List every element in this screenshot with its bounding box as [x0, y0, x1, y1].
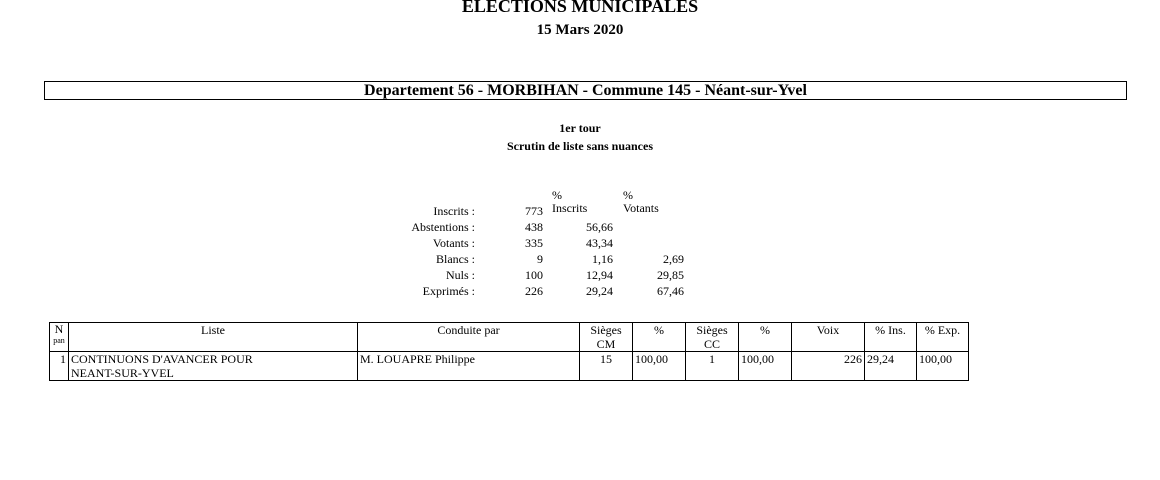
stat-label: Nuls : — [445, 268, 475, 282]
col-header-pct-ins: % Ins. — [865, 323, 917, 352]
col-header-n: N — [54, 322, 64, 336]
stat-value: 9 — [537, 252, 543, 266]
stats-header-inscrits: % Inscrits — [552, 188, 588, 215]
results-table — [49, 322, 969, 381]
cell-sieges-cc: 1 — [686, 352, 739, 381]
stat-pct-votants: 67,46 — [657, 284, 684, 298]
stat-label: Blancs : — [436, 252, 475, 266]
stat-pct-inscrits: 56,66 — [586, 220, 613, 234]
round-label: 1er tour — [559, 121, 601, 135]
col-header-pan: pan — [53, 336, 65, 345]
stat-pct-votants: 2,69 — [663, 252, 684, 266]
department-label: Departement 56 - MORBIHAN - Commune 145 - Néant-sur-Yvel — [364, 82, 807, 99]
col-header-pct-exp: % Exp. — [917, 323, 969, 352]
cell-liste-line2: NEANT-SUR-YVEL — [71, 366, 174, 380]
stat-label: Exprimés : — [422, 284, 475, 298]
col-header-sieges-cc — [686, 323, 739, 352]
cell-n: 1 — [50, 352, 69, 381]
stat-label: Inscrits : — [433, 204, 475, 218]
scrutin-label: Scrutin de liste sans nuances — [506, 139, 654, 153]
election-date: 15 Mars 2020 — [536, 22, 624, 38]
cell-sieges-cm: 15 — [580, 352, 633, 381]
stat-value: 100 — [525, 268, 543, 282]
col-header-sieges-cm-line1: Sièges — [590, 323, 622, 337]
cell-liste-line1: CONTINUONS D'AVANCER POUR — [71, 352, 253, 366]
col-header-conduite: Conduite par — [358, 323, 580, 352]
col-header-sieges-cm-line2: CM — [596, 337, 616, 351]
stat-value: 226 — [525, 284, 543, 298]
stat-pct-inscrits: 29,24 — [586, 284, 613, 298]
col-header-sieges-cc-line2: CC — [703, 337, 720, 351]
cell-pct-cc: 100,00 — [739, 352, 792, 381]
table-row — [50, 352, 969, 381]
stat-pct-inscrits: 43,34 — [586, 236, 613, 250]
cell-pct-exp: 100,00 — [917, 352, 969, 381]
cell-pct-cm: 100,00 — [633, 352, 686, 381]
stat-pct-inscrits: 12,94 — [586, 268, 613, 282]
stat-value: 438 — [525, 220, 543, 234]
col-header-liste: Liste — [69, 323, 358, 352]
col-header-sieges-cc-line1: Sièges — [696, 323, 728, 337]
cell-liste — [69, 352, 358, 381]
cell-voix: 226 — [792, 352, 865, 381]
cell-conduite: M. LOUAPRE Philippe — [358, 352, 580, 381]
stat-pct-votants: 29,85 — [657, 268, 684, 282]
stats-header-votants: % Votants — [623, 188, 659, 215]
col-header-pct-cm: % — [633, 323, 686, 352]
col-header-n-pan — [50, 323, 69, 352]
stat-pct-inscrits: 1,16 — [592, 252, 613, 266]
stat-value: 773 — [525, 204, 543, 218]
col-header-sieges-cm — [580, 323, 633, 352]
col-header-voix: Voix — [792, 323, 865, 352]
department-banner — [44, 81, 1127, 100]
stat-label: Votants : — [432, 236, 475, 250]
col-header-pct-cc: % — [739, 323, 792, 352]
page-title: ELECTIONS MUNICIPALES — [461, 0, 699, 16]
results-header-row — [50, 323, 969, 352]
stat-label: Abstentions : — [411, 220, 475, 234]
cell-pct-ins: 29,24 — [865, 352, 917, 381]
stat-value: 335 — [525, 236, 543, 250]
